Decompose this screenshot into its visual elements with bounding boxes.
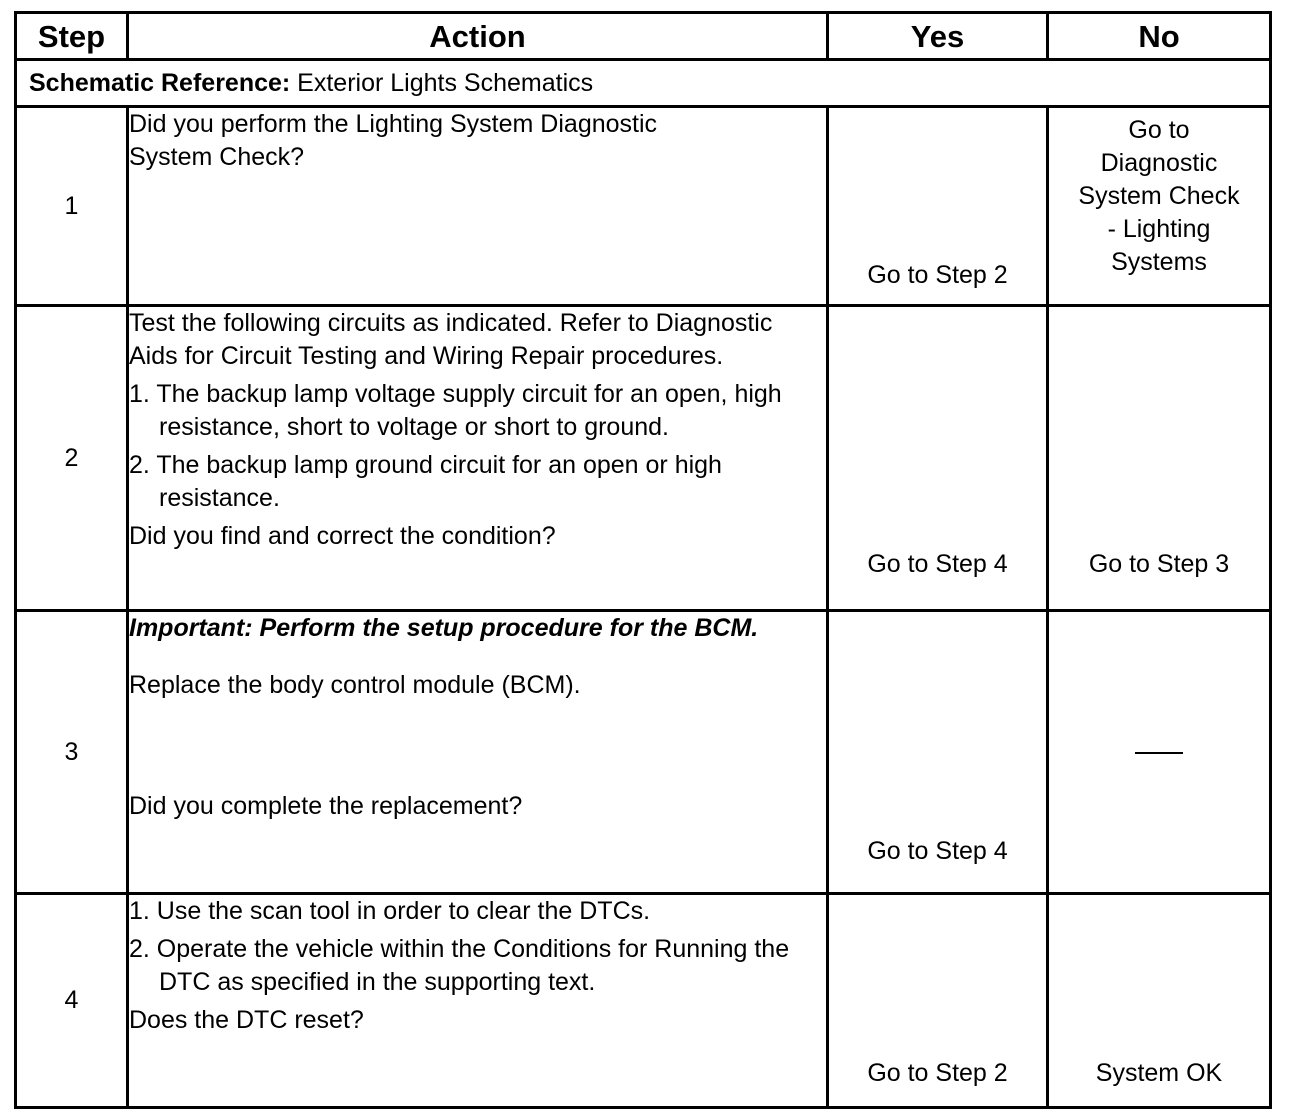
no-result-line: Diagnostic — [1100, 149, 1218, 177]
schematic-reference-label: Schematic Reference: — [29, 68, 291, 97]
table-row — [16, 306, 1271, 611]
list-item: 2. Operate the vehicle within the Conditions for Running the DTC as specified in the supporting text. — [129, 935, 790, 996]
list-item: 1. The backup lamp voltage supply circuit for an open, high resistance, short to voltage or short to ground. — [129, 380, 782, 441]
no-cell — [1048, 107, 1271, 306]
action-cell — [128, 107, 828, 306]
table-row — [16, 107, 1271, 306]
schematic-reference-value: Exterior Lights Schematics — [290, 68, 594, 97]
table-row — [16, 611, 1271, 894]
yes-result: Go to Step 4 — [867, 837, 1008, 865]
action-text: Test the following circuits as indicated. Refer to Diagnostic Aids for Circuit Testing and Wiring Repair procedures. — [129, 309, 773, 370]
table-row — [16, 894, 1271, 1108]
step-number: 2 — [16, 306, 128, 611]
yes-result: Go to Step 2 — [867, 261, 1008, 289]
header-row — [16, 13, 1271, 60]
no-result: Go to Step 3 — [1088, 550, 1230, 578]
no-result — [1049, 108, 1269, 279]
yes-cell — [828, 611, 1048, 894]
action-cell — [128, 894, 828, 1108]
schematic-reference — [16, 60, 1271, 107]
action-cell — [128, 306, 828, 611]
no-result-dash — [1049, 730, 1269, 763]
action-text: Replace the body control module (BCM). — [129, 671, 581, 699]
action-question: Did you find and correct the condition? — [129, 522, 556, 550]
yes-result: Go to Step 4 — [867, 550, 1008, 578]
schematic-reference-row — [16, 60, 1271, 107]
yes-cell — [828, 306, 1048, 611]
no-cell — [1048, 611, 1271, 894]
yes-cell — [828, 107, 1048, 306]
header-yes: Yes — [828, 13, 1048, 60]
no-result: System OK — [1095, 1059, 1223, 1087]
header-no: No — [1048, 13, 1271, 60]
action-question: Did you complete the replacement? — [129, 792, 523, 820]
no-cell — [1048, 894, 1271, 1108]
no-result-line: System Check — [1078, 182, 1240, 210]
step-number: 3 — [16, 611, 128, 894]
header-action: Action — [128, 13, 828, 60]
no-result-line: Go to — [1128, 116, 1190, 144]
diagnostic-table — [14, 11, 1272, 1109]
no-result-line: Systems — [1111, 248, 1207, 276]
action-cell — [128, 611, 828, 894]
important-note: Important: Perform the setup procedure for the BCM. — [129, 614, 759, 642]
yes-result: Go to Step 2 — [867, 1059, 1008, 1087]
action-question: Does the DTC reset? — [129, 1006, 364, 1034]
header-step: Step — [16, 13, 128, 60]
action-text: Did you perform the Lighting System Diagnostic — [129, 110, 658, 138]
step-number: 4 — [16, 894, 128, 1108]
yes-cell — [828, 894, 1048, 1108]
step-number: 1 — [16, 107, 128, 306]
no-cell — [1048, 306, 1271, 611]
list-item: 2. The backup lamp ground circuit for an open or high resistance. — [129, 451, 722, 512]
dash-mark — [1135, 752, 1183, 754]
no-result-line: - Lighting — [1107, 215, 1211, 243]
action-text: System Check? — [129, 143, 305, 171]
list-item: 1. Use the scan tool in order to clear the DTCs. — [129, 897, 651, 925]
